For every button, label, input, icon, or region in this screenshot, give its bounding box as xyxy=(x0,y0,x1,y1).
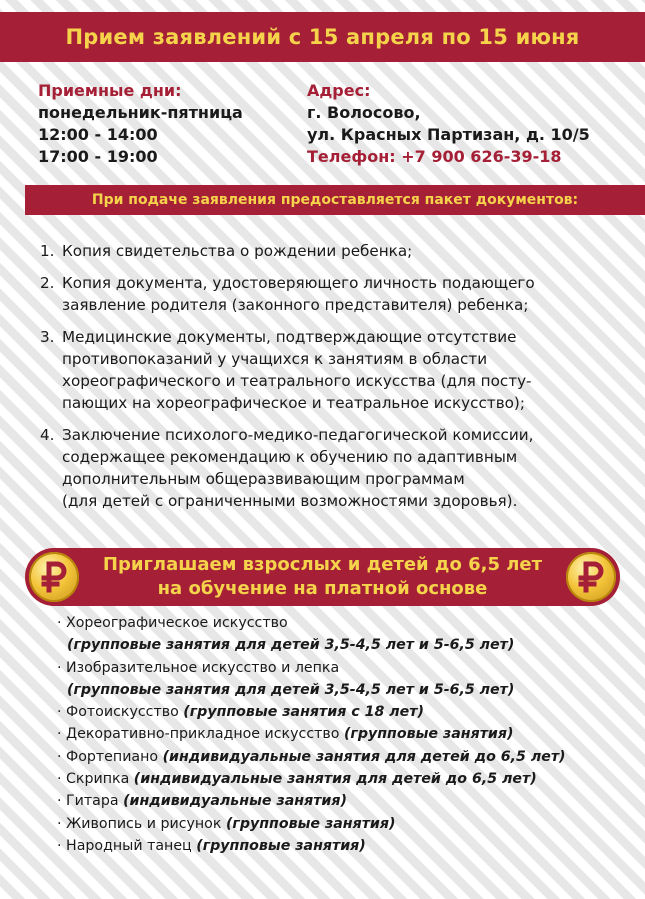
address-label: Адрес: xyxy=(307,81,371,100)
course-note: (групповые занятия для детей 3,5-4,5 лет и 5-6,5 лет) xyxy=(67,637,515,654)
schedule-time-1: 12:00 - 14:00 xyxy=(38,125,158,144)
document-item-text: Заключение психолого-медико-педагогической комиссии, содержащее рекомендацию к обучению по адаптивным дополнительным общеразвивающим программам (для детей с ограниченными возможностями здоровья). xyxy=(62,426,534,510)
document-item xyxy=(40,424,620,512)
course-note: (индивидуальные занятия для детей до 6,5 лет) xyxy=(162,748,566,765)
course-name: · Фортепиано xyxy=(57,748,159,765)
document-item-number: 4. xyxy=(40,426,55,444)
schedule-block xyxy=(38,80,243,168)
course-item xyxy=(57,612,632,657)
course-name: · Скрипка xyxy=(57,771,130,788)
document-item xyxy=(40,326,620,414)
course-name: · Фотоискусство xyxy=(57,704,179,721)
course-note: (групповые занятия с 18 лет) xyxy=(183,704,424,721)
course-item xyxy=(57,701,632,723)
course-name: · Декоративно-прикладное искусство xyxy=(57,726,340,743)
course-note: (индивидуальные занятия для детей до 6,5 лет) xyxy=(133,771,537,788)
course-note: (групповые занятия для детей 3,5-4,5 лет и 5-6,5 лет) xyxy=(67,681,515,698)
documents-list xyxy=(40,240,620,522)
phone-number[interactable]: Телефон: +7 900 626-39-18 xyxy=(307,147,562,166)
courses-list xyxy=(57,612,632,857)
document-item-number: 3. xyxy=(40,328,55,346)
address-line-2: ул. Красных Партизан, д. 10/5 xyxy=(307,125,590,144)
documents-banner xyxy=(25,185,645,215)
course-item xyxy=(57,835,632,857)
address-line-1: г. Волосово, xyxy=(307,103,421,122)
document-item-text: Копия свидетельства о рождении ребенка; xyxy=(62,242,413,260)
course-item xyxy=(57,723,632,745)
schedule-days: понедельник-пятница xyxy=(38,103,243,122)
course-name: · Живопись и рисунок xyxy=(57,815,222,832)
course-item xyxy=(57,657,632,702)
document-item-text: Медицинские документы, подтверждающие отсутствие противопоказаний у учащихся к занятиям в области хореографического и театрального искусства (для посту- пающих на хореографическое и театральное искусство); xyxy=(62,328,532,412)
course-note: (индивидуальные занятия) xyxy=(123,793,347,810)
schedule-label: Приемные дни: xyxy=(38,81,182,100)
ruble-coin-icon xyxy=(29,552,79,602)
course-note: (групповые занятия) xyxy=(196,837,366,854)
document-item-number: 1. xyxy=(40,242,55,260)
header-title: Прием заявлений с 15 апреля по 15 июня xyxy=(65,25,580,49)
course-item xyxy=(57,746,632,768)
course-item xyxy=(57,768,632,790)
document-item xyxy=(40,272,620,316)
document-item-text: Копия документа, удостоверяющего личность подающего заявление родителя (законного представителя) ребенка; xyxy=(62,274,535,314)
schedule-time-2: 17:00 - 19:00 xyxy=(38,147,158,166)
paid-education-banner xyxy=(25,548,620,606)
course-note: (групповые занятия) xyxy=(225,815,396,832)
course-name: · Хореографическое искусство xyxy=(57,615,288,631)
header-banner xyxy=(0,12,645,62)
document-item xyxy=(40,240,620,262)
ruble-coin-icon xyxy=(566,552,616,602)
course-name: · Народный танец xyxy=(57,837,192,854)
paid-education-title: Приглашаем взрослых и детей до 6,5 лет на обучение на платной основе xyxy=(102,554,543,599)
course-item xyxy=(57,790,632,812)
address-block xyxy=(307,80,590,168)
course-note: (групповые занятия) xyxy=(343,726,514,743)
course-name: · Изобразительное искусство и лепка xyxy=(57,659,340,676)
documents-heading: При подаче заявления предоставляется пакет документов: xyxy=(91,192,579,208)
course-item xyxy=(57,813,632,835)
document-item-number: 2. xyxy=(40,274,55,292)
course-name: · Гитара xyxy=(57,793,119,810)
